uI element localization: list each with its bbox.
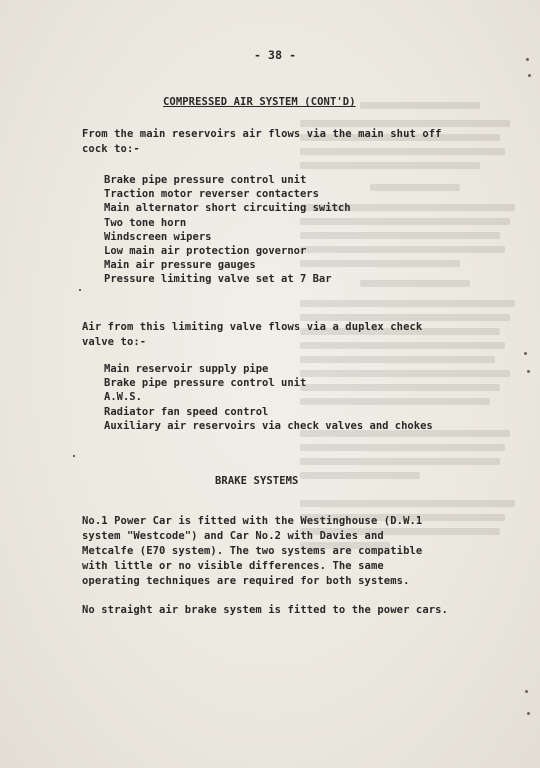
margin-speck: [527, 712, 530, 715]
limiting-valve-consumers-list: [104, 362, 433, 433]
list-item: A.W.S.: [104, 391, 142, 404]
list-item: Two tone horn: [104, 216, 187, 229]
stray-dot: [79, 289, 81, 291]
list-item: Brake pipe pressure control unit: [104, 174, 307, 186]
margin-speck: [524, 352, 527, 355]
margin-speck: [525, 690, 528, 693]
list-item: Main reservoir supply pipe: [104, 363, 269, 375]
limiting-valve-paragraph: Air from this limiting valve flows via a duplex check valve to:-: [82, 321, 423, 348]
intro-paragraph: From the main reservoirs air flows via the main shut off cock to:-: [82, 128, 442, 155]
brake-systems-paragraph: No.1 Power Car is fitted with the Westinghouse (D.W.1 system "Westcode") and Car No.2 with Davies and Metcalfe (E70 system). The two systems are compatible with little or no visible differences. The same operating techniques are required for both systems.: [82, 515, 423, 587]
straight-air-brake-paragraph: No straight air brake system is fitted to the power cars.: [82, 604, 449, 616]
list-item: Pressure limiting valve set at 7 Bar: [104, 273, 332, 286]
list-item: Main alternator short circuiting switch: [104, 202, 351, 215]
brake-systems-heading: BRAKE SYSTEMS: [215, 475, 299, 487]
page-number: - 38 -: [254, 48, 297, 62]
section-heading: COMPRESSED AIR SYSTEM (CONT'D): [163, 96, 356, 108]
margin-speck: [528, 74, 531, 77]
margin-speck: [527, 370, 530, 373]
list-item: Windscreen wipers: [104, 230, 212, 243]
list-item: Traction motor reverser contacters: [104, 188, 319, 201]
list-item: Radiator fan speed control: [104, 405, 269, 418]
stray-dot: [73, 455, 75, 457]
margin-speck: [526, 58, 529, 61]
list-item: Auxiliary air reservoirs via check valves and chokes: [104, 419, 433, 432]
list-item: Low main air protection governor: [104, 245, 307, 258]
list-item: Brake pipe pressure control unit: [104, 377, 307, 390]
list-item: Main air pressure gauges: [104, 259, 256, 272]
main-reservoir-consumers-list: [104, 173, 351, 287]
